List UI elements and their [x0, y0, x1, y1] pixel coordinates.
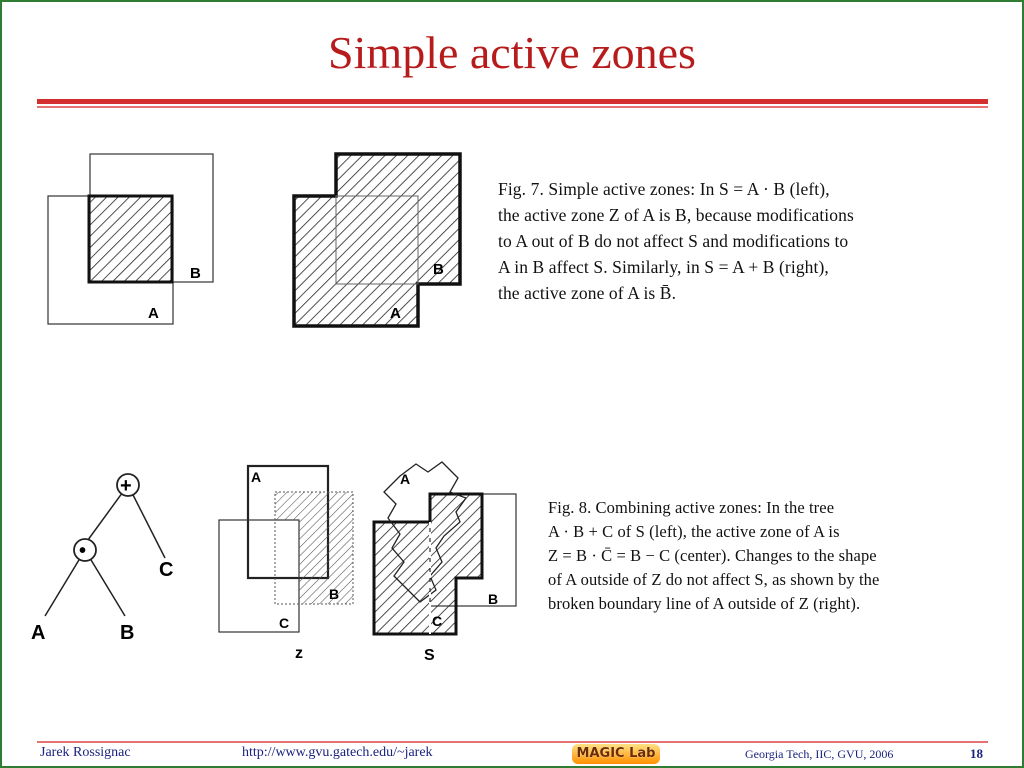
- fig8-caption-line: Fig. 8. Combining active zones: In the tree: [548, 498, 835, 517]
- tree-leaf-b: B: [120, 622, 135, 644]
- fig7-caption-line: to A out of B do not affect S and modifications to: [498, 231, 849, 251]
- footer-author: Jarek Rossignac: [40, 745, 131, 760]
- tree-leaf-c: C: [159, 559, 174, 581]
- fig8-csg-tree: [28, 466, 193, 651]
- fig7-caption-line: Fig. 7. Simple active zones: In S = A · B (left),: [498, 179, 830, 199]
- right-label-b: B: [488, 591, 499, 607]
- tree-plus-node: +: [120, 475, 132, 497]
- footer-affiliation: Georgia Tech, IIC, GVU, 2006: [745, 747, 894, 761]
- tree-and-node: •: [79, 540, 87, 562]
- title-rule: [37, 99, 988, 104]
- fig8-caption-line: broken boundary line of A outside of Z (right).: [548, 594, 861, 613]
- tree-leaf-a: A: [31, 622, 46, 644]
- fig7-intersection-diagram: [40, 150, 225, 330]
- right-label-s: S: [424, 647, 435, 664]
- fig8-caption-line: of A outside of Z do not affect S, as shown by the: [548, 570, 880, 589]
- fig8-caption-line: A · B + C of S (left), the active zone of A is: [548, 522, 840, 541]
- fig7-caption: [498, 176, 982, 306]
- fig7-right-label-a: A: [390, 305, 401, 322]
- center-label-z: z: [295, 645, 303, 662]
- fig7-right-label-b: B: [433, 261, 444, 278]
- center-label-a: A: [251, 469, 262, 485]
- fig7-caption-line: the active zone of A is B̄.: [498, 283, 677, 303]
- fig8-caption-line: Z = B · C̄ = B − C (center). Changes to the shape: [548, 546, 877, 565]
- right-label-c: C: [432, 613, 443, 629]
- center-label-b: B: [329, 586, 340, 602]
- fig8-result-diagram: [370, 458, 520, 668]
- page-number: 18: [970, 746, 983, 761]
- footer-rule: [37, 741, 988, 743]
- fig7-left-label-a: A: [148, 305, 159, 322]
- fig8-active-zone-diagram: [215, 462, 360, 667]
- fig8-caption: [548, 496, 980, 616]
- fig7-union-diagram: [288, 150, 468, 332]
- magic-lab-logo: MAGIC Lab: [572, 744, 660, 764]
- right-label-a: A: [400, 471, 411, 487]
- fig7-caption-line: the active zone Z of A is B, because modifications: [498, 205, 854, 225]
- slide-title: Simple active zones: [328, 27, 696, 78]
- center-label-c: C: [279, 615, 290, 631]
- footer-url-link[interactable]: http://www.gvu.gatech.edu/~jarek: [242, 745, 433, 760]
- title-rule-thin: [37, 106, 988, 108]
- fig7-left-label-b: B: [190, 265, 201, 282]
- fig7-caption-line: A in B affect S. Similarly, in S = A + B (right),: [498, 257, 829, 277]
